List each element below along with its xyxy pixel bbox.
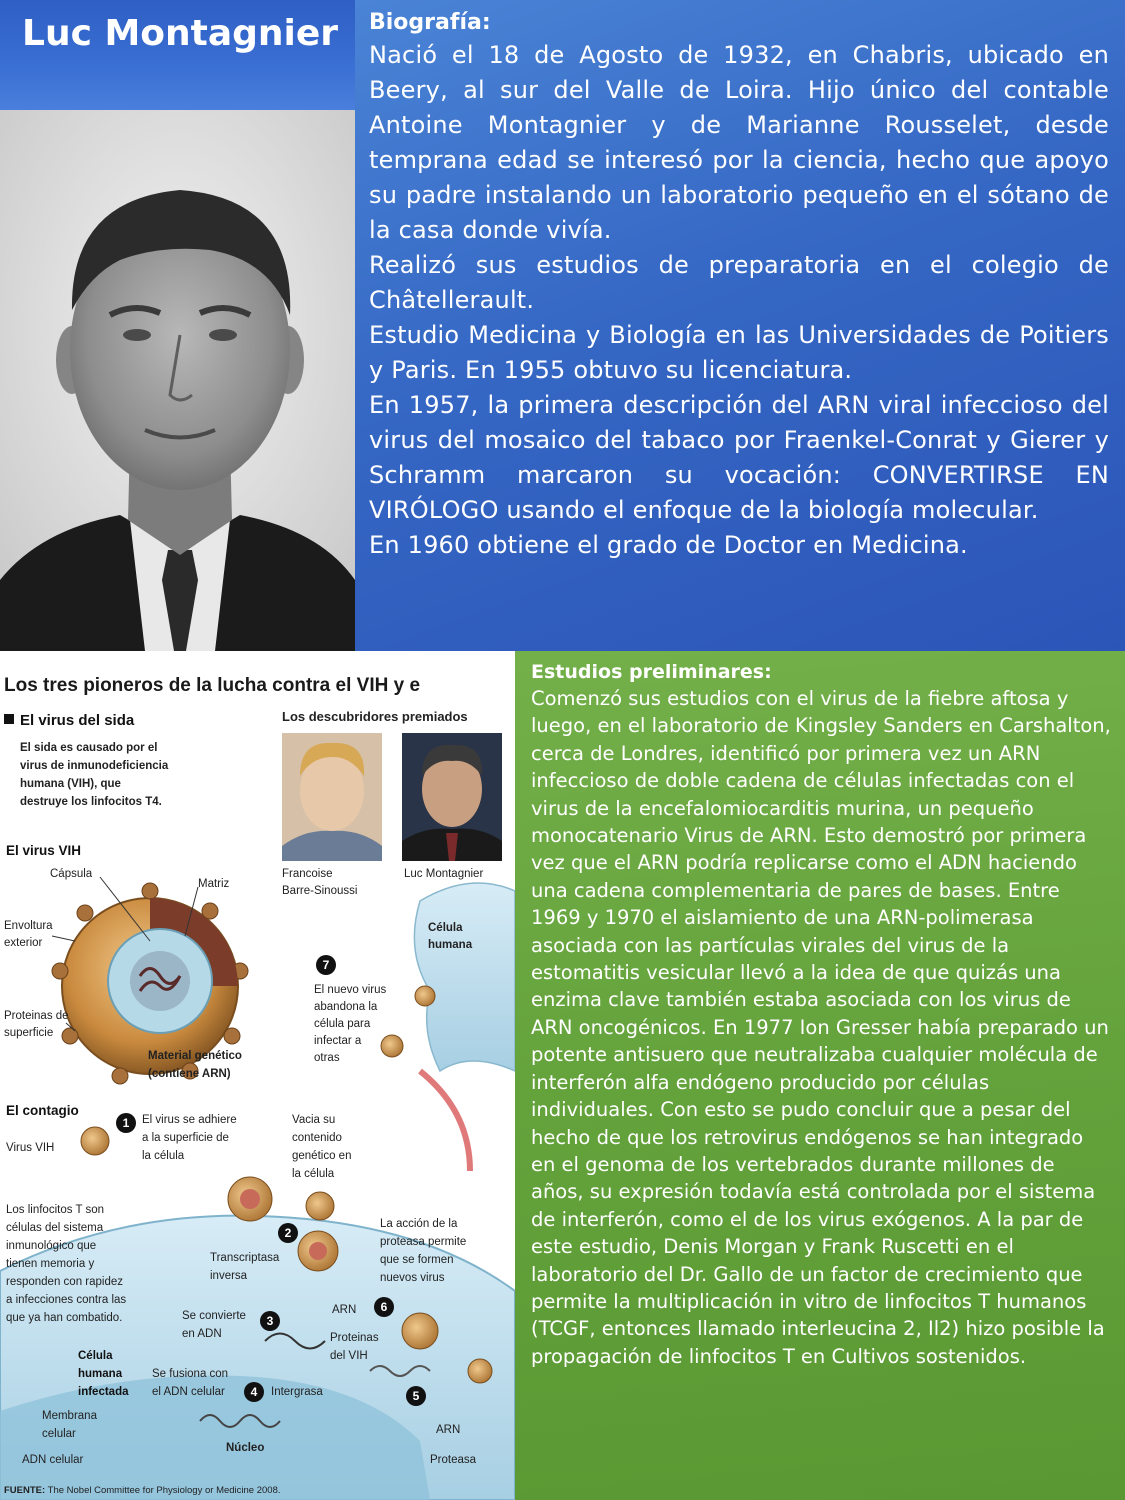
vacia-text: Vacia su contenido genético en la célula	[292, 1114, 352, 1180]
page-title: Luc Montagnier	[22, 13, 339, 54]
step-3-number: 3	[266, 1314, 274, 1328]
step-1-text: El virus se adhiere a la superficie de la célula	[142, 1114, 237, 1162]
source-line: FUENTE: The Nobel Committee for Physiology or Medicine 2008.	[4, 1485, 281, 1496]
step-1-number: 1	[122, 1116, 130, 1130]
label-arn: ARN	[332, 1304, 357, 1316]
label-proteinas-vih: Proteinas del VIH	[330, 1332, 379, 1362]
infographic-title: Los tres pioneros de la lucha contra el VIH y e	[4, 675, 421, 696]
label-capsula: Cápsula	[50, 868, 93, 880]
portrait-photo	[0, 110, 355, 651]
step-7-number: 7	[322, 958, 330, 972]
biography-paragraph: Estudio Medicina y Biología en las Universidades de Poitiers y Paris. En 1955 obtuvo su licenciatura.	[369, 321, 1109, 384]
hiv-heading: El virus VIH	[6, 843, 82, 858]
virus-description: El sida es causado por el virus de inmunodeficiencia humana (VIH), que destruye los linfocitos T4.	[20, 742, 169, 808]
label-material-genetico: Material genético (contiene ARN)	[148, 1050, 242, 1080]
biography-panel	[355, 0, 1125, 651]
discoverer-1-name: Francoise Barre-Sinoussi	[282, 868, 358, 897]
studies-body: Comenzó sus estudios con el virus de la fiebre aftosa y luego, en el laboratorio de Kingsley Sanders en Carshalton, cerca de Londres, identificó por primera vez un ARN infeccioso de doble cadena de células infectadas con el virus de la encefalomiocarditis murina, un pequeño monocatenario Virus de ARN. Esto demostró por primera vez que el ARN podría replicarse como el ADN haciendo una cadena complementaria de pares de bases. Entre 1969 y 1970 el aislamiento de una ARN-polimerasa asociada con las partículas virales del virus de la estomatitis vesicular llevó a la idea de que quizás una enzima clave también estaba asociada con los virus de ARN oncogénicos. En 1977 Ion Gresser había preparado un potente antisuero que neutralizaba cualquier molécula de interferón alfa endógeno producido por células individuales. Con esto se pudo concluir que a pesar del hecho de que los retrovirus endógenos se han integrado en el genoma de los vertebrados durante millones de años, su expresión todavía está controlada por el sistema de interferón, como el de los virus exógenos. A la par de este estudio, Denis Morgan y Frank Ruscetti en el laboratorio del Dr. Gallo de un factor de crecimiento que permite la multiplicación in vitro de linfocitos T humanos (TCGF, entonces llamado interleucina 2, Il2) hizo posible la propagación de linfocitos T en Cultivos sostenidos.	[531, 687, 1111, 1368]
hiv-infographic-drawing	[0, 651, 515, 1500]
label-arn-2: ARN	[436, 1424, 461, 1436]
accion-text: La acción de la proteasa permite que se formen nuevos virus	[380, 1218, 467, 1284]
label-proteasa: Proteasa	[430, 1454, 477, 1466]
biography-paragraph: En 1960 obtiene el grado de Doctor en Medicina.	[369, 531, 968, 559]
discoverer-photo-2	[402, 733, 502, 861]
section-bullet	[4, 714, 14, 724]
studies-heading: Estudios preliminares:	[531, 661, 772, 683]
portrait-illustration	[0, 110, 355, 651]
label-transcriptasa: Transcriptasa inversa	[210, 1252, 280, 1282]
discoverer-2-name: Luc Montagnier	[404, 868, 484, 880]
human-cell	[414, 883, 515, 1071]
hiv-infographic	[0, 651, 515, 1500]
label-proteinas-superficie: Proteinas de superficie	[4, 1010, 69, 1039]
step-4-text: Se fusiona con el ADN celular	[152, 1368, 229, 1398]
biography-paragraph: En 1957, la primera descripción del ARN viral infeccioso del virus del mosaico del tabaco por Fraenkel-Conrat y Gierer y Schramm marcaron su vocación: CONVERTIRSE EN VIRÓLOGO usando el enfoque de la biología molecular.	[369, 391, 1109, 524]
step-4-number: 4	[250, 1385, 258, 1399]
label-adn-celular: ADN celular	[22, 1454, 84, 1466]
small-virus-icon	[81, 1127, 109, 1155]
step-7-text: El nuevo virus abandona la célula para infectar a otras	[314, 984, 387, 1064]
discoverer-photo-1	[282, 733, 382, 861]
title-bar	[0, 0, 355, 110]
label-matriz: Matriz	[198, 878, 230, 890]
label-integrasa: Intergrasa	[271, 1386, 323, 1398]
step-5-number: 5	[412, 1389, 420, 1403]
linfocitos-text: Los linfocitos T son células del sistema inmunológico que tienen memoria y responden con rapidez a infecciones contra las que ya han combatido.	[6, 1204, 127, 1324]
label-membrana: Membrana celular	[42, 1410, 97, 1440]
label-celula-infectada: Célula humana infectada	[78, 1350, 129, 1398]
biography-paragraph: Realizó sus estudios de preparatoria en el colegio de Châtellerault.	[369, 251, 1109, 314]
label-nucleo: Núcleo	[226, 1442, 265, 1454]
studies-panel	[515, 651, 1125, 1500]
step-6-number: 6	[380, 1300, 388, 1314]
label-celula-humana: Célula humana	[428, 922, 473, 951]
biography-paragraph: Nació el 18 de Agosto de 1932, en Chabris, ubicado en Beery, al sur del Valle de Loira. Hijo único del contable Antoine Montagnier y de Marianne Rousselet, desde temprana edad se interesó por la ciencia, hecho que apoyo su padre instalando un laboratorio pequeño en el sótano de la casa donde vivía.	[369, 41, 1109, 244]
label-virus-vih: Virus VIH	[6, 1142, 55, 1154]
step-3-text: Se convierte en ADN	[182, 1310, 246, 1340]
label-envoltura: Envoltura exterior	[4, 920, 53, 949]
biography-heading: Biografía:	[369, 10, 491, 35]
step-2-number: 2	[284, 1226, 292, 1240]
contagio-heading: El contagio	[6, 1103, 79, 1118]
section-virus-heading: El virus del sida	[20, 712, 135, 729]
discoverers-heading: Los descubridores premiados	[282, 709, 468, 724]
